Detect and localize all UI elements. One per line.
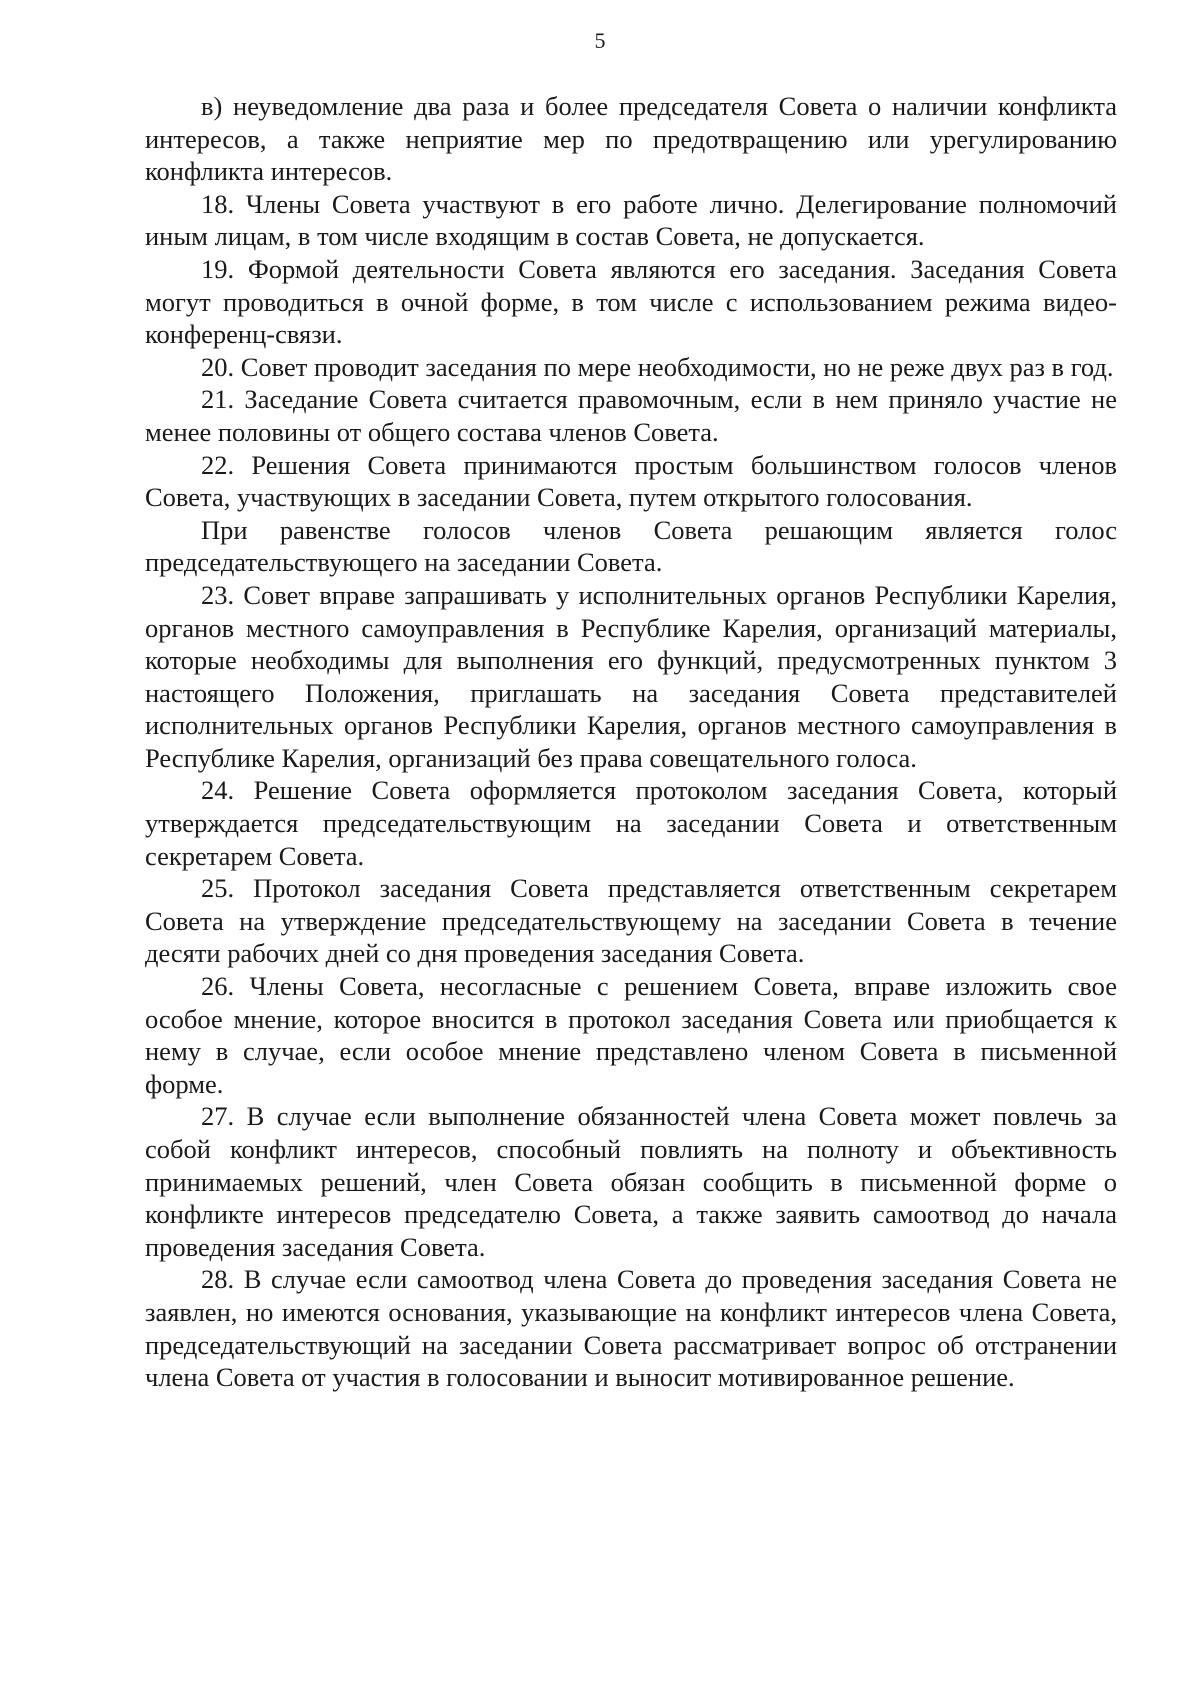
paragraph-21: 21. Заседание Совета считается правомочным, если в нем приняло участие не менее половины от общего состава членов Совета. [145, 384, 1117, 447]
paragraph-25: 25. Протокол заседания Совета представляется ответственным секретарем Совета на утверждение председательствующему на заседании Совета в течение десяти рабочих дней со дня проведения заседания Совета. [145, 873, 1117, 969]
paragraph-18: 18. Члены Совета участвуют в его работе лично. Делегирование полномочий иным лицам, в том числе входящим в состав Совета, не допускается. [145, 188, 1117, 252]
paragraph-22: 22. Решения Совета принимаются простым большинством голосов членов Совета, участвующих в заседании Совета, путем открытого голосования. [145, 449, 1117, 513]
paragraph-28: 28. В случае если самоотвод члена Совета до проведения заседания Совета не заявлен, но имеются основания, указывающие на конфликт интересов члена Совета, председательствующий на заседании Совета рассматривает вопрос об отстранении члена Совета от участия в голосовании и выносит мотивированное решение. [145, 1264, 1117, 1393]
paragraph-19: 19. Формой деятельности Совета являются его заседания. Заседания Совета могут проводиться в очной форме, в том числе с использованием режима видео-конференц-связи. [145, 253, 1117, 350]
document-body [145, 90, 1117, 1394]
paragraph-27: 27. В случае если выполнение обязанностей члена Совета может повлечь за собой конфликт интересов, способный повлиять на полноту и объективность принимаемых решений, член Совета обязан сообщить в письменной форме о конфликте интересов председателю Совета, а также заявить самоотвод до начала проведения заседания Совета. [145, 1101, 1117, 1262]
paragraph-20: 20. Совет проводит заседания по мере необходимости, но не реже двух раз в год. [201, 351, 1114, 382]
paragraph-26: 26. Члены Совета, несогласные с решением Совета, вправе изложить свое особое мнение, которое вносится в протокол заседания Совета или приобщается к нему в случае, если особое мнение представлено членом Совета в письменной форме. [145, 971, 1117, 1099]
page-number: 5 [594, 28, 606, 53]
paragraph-23: 23. Совет вправе запрашивать у исполнительных органов Республики Карелия, органов местного самоуправления в Республике Карелия, организаций материалы, которые необходимы для выполнения его функций, предусмотренных пунктом 3 настоящего Положения, приглашать на заседания Совета представителей исполнительных органов Республики Карелия, органов местного самоуправления в Республике Карелия, организаций без права совещательного голоса. [145, 579, 1117, 773]
paragraph-24: 24. Решение Совета оформляется протоколом заседания Совета, который утверждается председательствующим на заседании Совета и ответственным секретарем Совета. [145, 775, 1117, 871]
paragraph-22-continued: При равенстве голосов членов Совета решающим является голос председательствующего на заседании Совета. [145, 514, 1117, 578]
paragraph-v: в) неуведомление два раза и более председателя Совета о наличии конфликта интересов, а также неприятие мер по предотвращению или урегулированию конфликта интересов. [145, 91, 1117, 187]
